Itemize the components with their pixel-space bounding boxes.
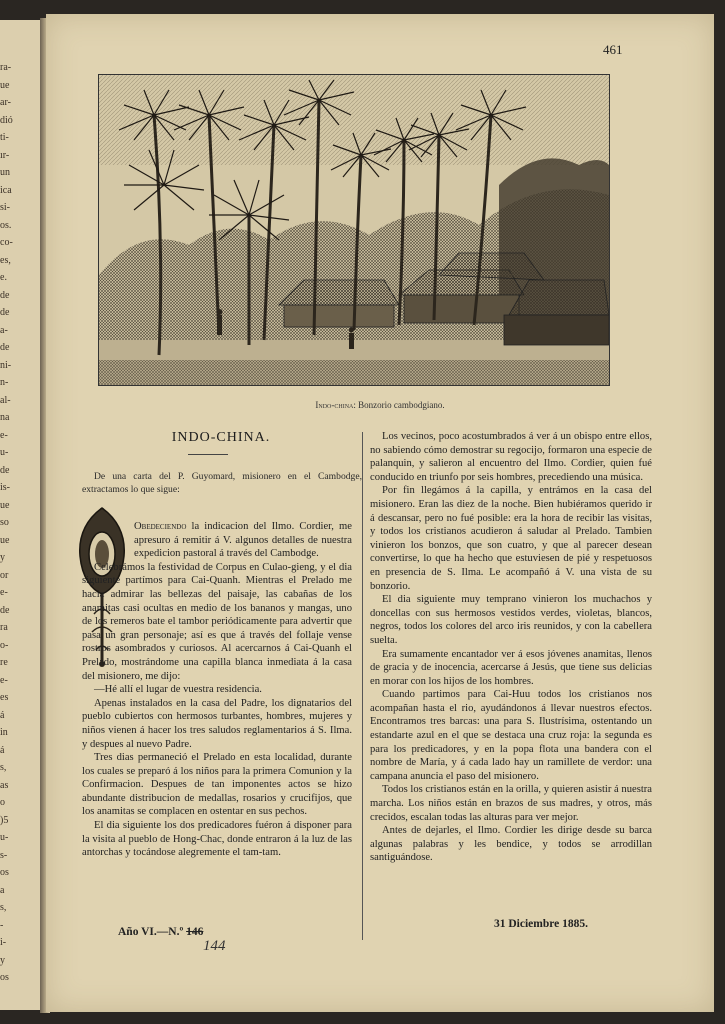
left-page-fragment: s, [0, 902, 7, 913]
caption-prefix: Indo-china [315, 400, 354, 410]
paragraph: Por fin llegámos á la capilla, y entrámos en la casa del misionero. Eran las diez de la noche. Bien hubiéramos querido ir á descansar, pero no fué posible: era la hora de recibir las visitas, y todos los cristianos acudieron á saludar al Prelado. Tambien vinieron los bonzos, que son cuatro, y que al parecer desean convertirse, lo que ha hecho que estuviesen de pié y respetuosos en presencia de S. Ilma. Le acompañó á V. una vista de su bonzorio. [370, 485, 652, 592]
left-page-fragment: in [0, 727, 8, 738]
left-page-fragment: ır- [0, 149, 10, 161]
left-page-fragment: y [0, 954, 5, 966]
article-title: INDO-CHINA. [171, 430, 271, 445]
left-page-fragment: ica [0, 184, 12, 196]
left-page-fragment: e- [0, 674, 8, 686]
left-page-fragment: s- [0, 849, 8, 861]
article-intro: De una carta del P. Guyomard, misionero en el Cambodge, extractamos lo que sigue: [82, 471, 362, 495]
left-page-fragment: is- [0, 482, 10, 493]
left-page-fragment: á [0, 744, 5, 756]
left-page-fragment: os [0, 972, 9, 983]
issue-prefix: Año VI.—N.º [118, 926, 184, 938]
title-divider [188, 454, 228, 455]
left-page-fragment: co- [0, 237, 13, 248]
left-page-fragment: re [0, 657, 8, 668]
left-page-fragment: as [0, 779, 9, 791]
left-page-fragment: dió [0, 114, 13, 126]
left-page-fragment: s, [0, 762, 7, 773]
left-page-fragment: de [0, 604, 10, 616]
left-page-fragment: a- [0, 324, 8, 336]
left-page-fragment: ti- [0, 132, 9, 143]
left-page-fragment: os [0, 867, 9, 878]
engraving-bonzorio-illustration [98, 74, 610, 386]
paragraph: Los vecinos, poco acostumbrados á ver á un obispo entre ellos, no sabiendo cómo demostrar su regocijo, formaron una especie de palanquin, y salieron al encuentro del Ilmo. Cordier, quien fué conducido en triunfo por seis hombres, precediendo una música. [370, 431, 652, 483]
paragraph: El dia siguiente muy temprano vinieron los muchachos y doncellas con sus hermosos vestidos verdes, violetas, blancos, negros, todos los colores del arco iris reunidos, y con la cabellera suelta. [370, 594, 652, 646]
left-page-fragment: ra- [0, 62, 12, 73]
left-page-fragment: a [0, 884, 5, 896]
left-page-fragment: ue [0, 499, 10, 511]
left-page-fragment: o- [0, 639, 9, 651]
paragraph: —Hé allí el lugar de vuestra residencia. [94, 684, 262, 696]
left-page-fragment: or [0, 569, 9, 581]
left-page-fragment: ue [0, 79, 10, 91]
left-column [82, 520, 352, 860]
paragraph: Cuando partimos para Cai-Huu todos los cristianos nos acompañan hasta el rio, ayudándonos á llevar nuestros efectos. Encontramos tres barcas: una para S. Ilustrísima, ostentando un estandarte azul en el que se destaca una cruz roja: la segunda es para los predicadores, y en la popa flota una bandera con el nombre de María, y á cada lado hay un ramillete de verdor: una campana anuncia el paso del misionero. [370, 689, 652, 782]
left-page-fragment: de [0, 342, 10, 353]
left-page-fragment: ar- [0, 97, 11, 108]
left-page-fragment: e. [0, 272, 7, 283]
left-page-fragment: y [0, 552, 5, 563]
right-column [370, 430, 652, 865]
left-page-fragment: es [0, 692, 9, 703]
paragraph: Tres dias permaneció el Prelado en esta localidad, durante los cuales se preparó á los niños para la primera Comunion y la Confirmacion. Despues de tan imponentes actos se hizo abundante distribucion de medallas, rosarios y crucifijos, que los anamitas se complacen en ostentar en sus pechos. [82, 752, 352, 818]
column-divider [362, 432, 363, 940]
left-page-fragment: al- [0, 394, 11, 406]
left-page-fragment: u- [0, 447, 9, 458]
issue-number [118, 926, 203, 938]
paragraph: Celebrámos la festividad de Corpus en Culao-gieng, y el dia siguiente partímos para Cai-Quanh. Mientras el Prelado me hacia admirar las bellezas del paisaje, las cabañas de los anamitas casi ocultas en medio de los bananos y mangas, uno de los remeros bate el tambor periódicamente para advertir que pasa un gran personaje; así es que á través del follaje vense rostros asombrados y curiosos. Al acercarnos á Cai-Quanh el Prelado, mostrándome una capilla blanca inmediata á la casa del misionero, me dijo: [82, 561, 352, 682]
paragraph: El dia siguiente los dos predicadores fuéron á disponer para la visita al pueblo de Hong-Chac, donde entraron á la luz de las antorchas y tocándose alegremente el tam-tam. [82, 820, 352, 859]
illustration-caption [46, 400, 714, 410]
left-page-fragment: ue [0, 534, 10, 546]
left-page-fragment: un [0, 167, 10, 178]
left-page-fragment: e- [0, 429, 8, 441]
left-page-fragment: i- [0, 937, 7, 948]
left-page-fragment: - [0, 919, 4, 931]
left-page-fragment: ni- [0, 359, 12, 371]
left-page-fragment: de [0, 464, 10, 476]
left-page-fragment: os. [0, 219, 12, 231]
page [46, 14, 714, 1012]
first-paragraph [82, 520, 352, 561]
left-page-fragment: so [0, 517, 9, 528]
left-page-fragment: si- [0, 202, 10, 213]
left-page-fragment: de [0, 289, 10, 301]
paragraph: Todos los cristianos están en la orilla, y quieren asistir á nuestra marcha. Los niños están en brazos de sus madres, y otros, más crecidos, escalan todas las alturas para ver mejor. [370, 784, 652, 823]
paragraph: Antes de dejarles, el Ilmo. Cordier les dirige desde su barca algunas palabras y les bendice, y todos se arrodillan santiguándose. [370, 825, 652, 864]
left-page-fragment: de [0, 307, 10, 318]
issue-date: 31 Diciembre 1885. [494, 918, 589, 930]
left-page-fragment: á [0, 709, 5, 721]
handwritten-issue-correction: 144 [203, 938, 226, 954]
issue-number-struck: 146 [186, 926, 204, 938]
left-page-fragment: )5 [0, 814, 9, 826]
left-page-fragment: ra [0, 622, 8, 633]
page-number: 461 [603, 42, 623, 57]
paragraph: Apenas instalados en la casa del Padre, los dignatarios del pueblo cubiertos con hermosos turbantes, hombres, mujeres y niños vienen á hacer los tres saludos reglamentarios á S. Ilma. y despues al nuevo Padre. [82, 697, 352, 750]
left-page-fragment: u- [0, 832, 9, 843]
first-paragraph-text: la indicacion del Ilmo. Cordier, me apresuro á remitir á V. algunos detalles de nuestra expedicion pastoral á través del Cambodge. [134, 521, 352, 560]
left-page-fragment: e- [0, 587, 8, 598]
left-page-fragment: na [0, 412, 10, 423]
caption-text: : Bonzorio cambodgiano. [353, 400, 445, 410]
left-page-fragment: n- [0, 377, 9, 388]
left-page-edge [0, 20, 44, 1010]
left-page-fragment: es, [0, 254, 11, 266]
left-page-fragment: o [0, 797, 5, 808]
first-word: Obedeciendo [134, 521, 187, 532]
paragraph: Era sumamente encantador ver á esos jóvenes anamitas, llenos de gracia y de inocencia, acercarse á Jesús, que tiene sus delicias en morar con los hijos de los hombres. [370, 648, 652, 687]
